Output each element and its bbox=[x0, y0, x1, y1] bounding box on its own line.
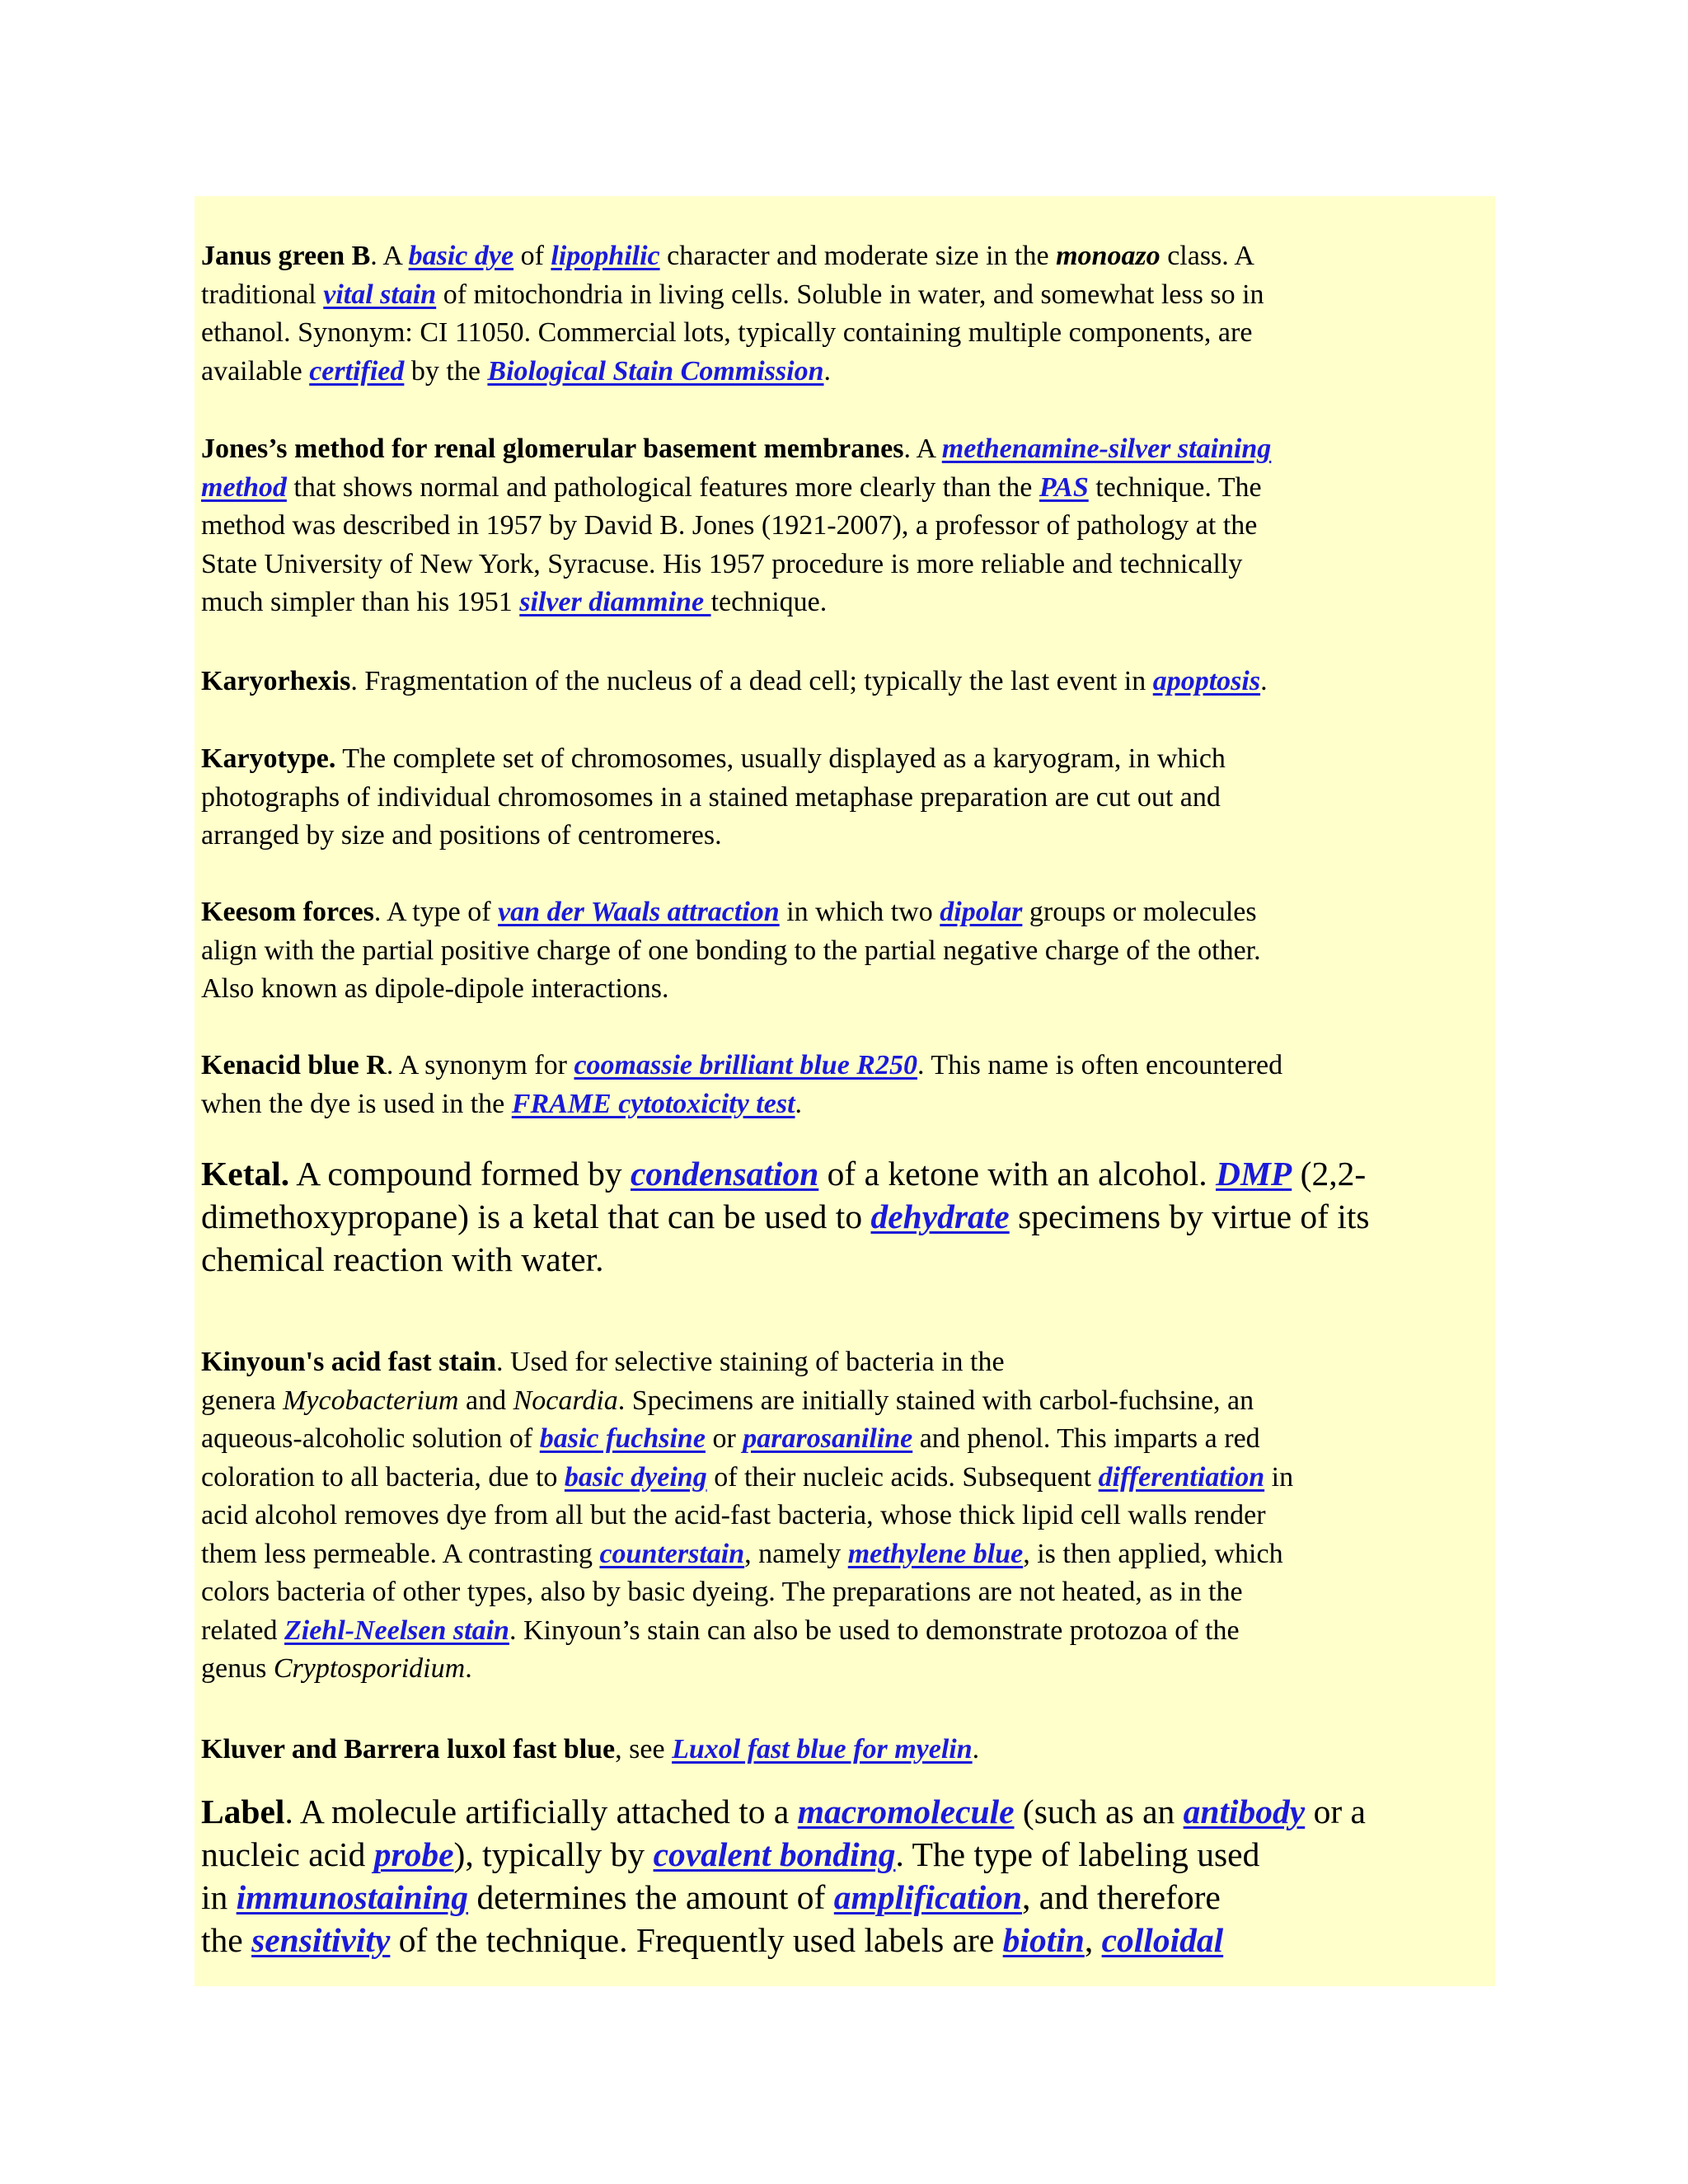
entry-line: State University of New York, Syracuse. His 1957 procedure is more reliable and technically bbox=[201, 548, 1243, 579]
entry-line bbox=[201, 430, 1487, 469]
entry-text: aqueous-alcoholic solution of bbox=[201, 1423, 540, 1454]
link-covalent-bonding[interactable]: covalent bonding bbox=[653, 1835, 896, 1873]
entry-line: ethanol. Synonym: CI 11050. Commercial lots, typically containing multiple components, are bbox=[201, 317, 1253, 348]
entry-text: A compound formed by bbox=[289, 1155, 631, 1193]
entry-text: . bbox=[972, 1734, 980, 1765]
entry-term: Ketal. bbox=[201, 1155, 290, 1193]
entry-line bbox=[201, 1195, 1487, 1238]
entry-text: . Kinyoun’s stain can also be used to demonstrate protozoa of the bbox=[509, 1615, 1240, 1646]
entry-text: . bbox=[823, 355, 832, 387]
link-differentiation[interactable]: differentiation bbox=[1098, 1461, 1265, 1493]
entry-kinyoun-acid-fast-stain bbox=[201, 1343, 1487, 1689]
entry-line: acid alcohol removes dye from all but the acid-fast bacteria, whose thick lipid cell walls render bbox=[201, 1500, 1266, 1530]
entry-text: the bbox=[201, 1921, 252, 1959]
link-method[interactable]: method bbox=[201, 471, 287, 503]
link-apoptosis[interactable]: apoptosis bbox=[1152, 666, 1261, 696]
entry-ketal bbox=[201, 1152, 1487, 1281]
entry-line bbox=[201, 237, 1487, 276]
entry-text: . bbox=[1260, 666, 1268, 696]
entry-line: align with the partial positive charge of one bonding to the partial negative charge of the other. bbox=[201, 935, 1261, 966]
entry-line bbox=[201, 1343, 1487, 1382]
link-methenamine-silver-staining[interactable]: methenamine-silver staining bbox=[941, 434, 1272, 464]
entry-text: determines the amount of bbox=[468, 1878, 834, 1916]
entry-line bbox=[201, 1459, 1487, 1497]
entry-text: coloration to all bacteria, due to bbox=[201, 1461, 565, 1493]
entry-kluver-barrera bbox=[201, 1731, 1487, 1769]
entry-line bbox=[201, 663, 1487, 701]
entry-line: chemical reaction with water. bbox=[201, 1240, 604, 1278]
entry-text: , bbox=[1084, 1921, 1102, 1959]
link-biological-stain-commission[interactable]: Biological Stain Commission bbox=[487, 355, 824, 387]
link-luxol-fast-blue[interactable]: Luxol fast blue for myelin bbox=[672, 1734, 973, 1765]
entry-text: dimethoxypropane) is a ketal that can be used to bbox=[201, 1197, 871, 1235]
glossary-page bbox=[195, 196, 1495, 1986]
link-macromolecule[interactable]: macromolecule bbox=[797, 1793, 1015, 1830]
link-van-der-waals-attraction[interactable]: van der Waals attraction bbox=[498, 897, 780, 927]
entry-line: photographs of individual chromosomes in a stained metaphase preparation are cut out and bbox=[201, 781, 1221, 813]
entry-janus-green-b bbox=[201, 237, 1487, 391]
entry-line bbox=[201, 1152, 1487, 1195]
entry-jones-method bbox=[201, 430, 1487, 622]
entry-text: in bbox=[1264, 1461, 1294, 1493]
entry-text: . A type of bbox=[373, 897, 499, 927]
entry-text: groups or molecules bbox=[1022, 897, 1257, 927]
entry-line bbox=[201, 1650, 1487, 1689]
entry-text: in which two bbox=[779, 897, 940, 927]
entry-text: in bbox=[201, 1878, 237, 1916]
entry-text: . bbox=[465, 1653, 472, 1684]
entry-karyotype bbox=[201, 740, 1487, 855]
entry-text: traditional bbox=[201, 279, 324, 310]
entry-text: or bbox=[705, 1423, 743, 1454]
link-lipophilic[interactable]: lipophilic bbox=[551, 241, 660, 271]
entry-label bbox=[201, 1790, 1487, 1961]
link-amplification[interactable]: amplification bbox=[833, 1878, 1023, 1916]
entry-text: , and therefore bbox=[1022, 1878, 1221, 1916]
entry-term: Label bbox=[201, 1793, 285, 1830]
entry-line bbox=[201, 1731, 1487, 1769]
entry-line: colors bacteria of other types, also by basic dyeing. The preparations are not heated, as in the bbox=[201, 1577, 1243, 1607]
entry-line bbox=[201, 1535, 1487, 1574]
genus-name: Cryptosporidium bbox=[273, 1653, 466, 1684]
entry-term: Kluver and Barrera luxol fast blue bbox=[201, 1734, 616, 1765]
entry-text: nucleic acid bbox=[201, 1835, 374, 1873]
entry-text: that shows normal and pathological features more clearly than the bbox=[286, 471, 1039, 503]
entry-text: . Used for selective staining of bacteria in the bbox=[496, 1347, 1005, 1377]
entry-line bbox=[201, 1790, 1487, 1833]
entry-text: genus bbox=[201, 1653, 274, 1684]
entry-line bbox=[201, 1382, 1487, 1421]
entry-karyorhexis bbox=[201, 663, 1487, 701]
entry-text: and bbox=[458, 1385, 513, 1416]
entry-line bbox=[201, 740, 1487, 779]
entry-term: Kinyoun's acid fast stain bbox=[201, 1347, 497, 1377]
entry-text: class. A bbox=[1160, 241, 1254, 271]
entry-text: . A bbox=[903, 434, 942, 464]
emphasis-monoazo: monoazo bbox=[1056, 241, 1160, 271]
entry-text: The complete set of chromosomes, usually displayed as a karyogram, in which bbox=[335, 743, 1226, 774]
entry-text: . A molecule artificially attached to a bbox=[284, 1793, 798, 1830]
entry-text: . A synonym for bbox=[386, 1050, 574, 1080]
entry-text: ), typically by bbox=[453, 1835, 654, 1873]
genus-name: Mycobacterium bbox=[283, 1385, 459, 1416]
genus-name: Nocardia bbox=[513, 1385, 618, 1416]
entry-term: Kenacid blue R bbox=[201, 1050, 387, 1080]
link-basic-dyeing[interactable]: basic dyeing bbox=[564, 1461, 707, 1493]
entry-line bbox=[201, 469, 1487, 508]
link-dipolar[interactable]: dipolar bbox=[940, 897, 1023, 927]
entry-text: . This name is often encountered bbox=[917, 1050, 1283, 1080]
entry-line bbox=[201, 276, 1487, 315]
link-counterstain[interactable]: counterstain bbox=[599, 1538, 745, 1569]
link-silver-diammine[interactable]: silver diammine bbox=[519, 587, 711, 617]
entry-text: (such as an bbox=[1014, 1793, 1184, 1830]
entry-text: . A bbox=[370, 241, 409, 271]
link-coomassie-brilliant-blue[interactable]: coomassie brilliant blue R250 bbox=[574, 1050, 917, 1080]
link-basic-fuchsine[interactable]: basic fuchsine bbox=[539, 1423, 706, 1454]
entry-term: Janus green B bbox=[201, 241, 371, 271]
entry-line bbox=[201, 1047, 1487, 1085]
link-colloidal[interactable]: colloidal bbox=[1101, 1921, 1224, 1959]
entry-text: of mitochondria in living cells. Soluble in water, and somewhat less so in bbox=[436, 279, 1264, 310]
entry-line: method was described in 1957 by David B. Jones (1921-2007), a professor of pathology at the bbox=[201, 510, 1258, 541]
entry-line bbox=[201, 1085, 1487, 1124]
entry-text: of the technique. Frequently used labels are bbox=[390, 1921, 1003, 1959]
entry-text: and phenol. This imparts a red bbox=[912, 1423, 1260, 1454]
entry-text: available bbox=[201, 355, 310, 387]
entry-line bbox=[201, 1612, 1487, 1651]
entry-line bbox=[201, 583, 1487, 622]
entry-line bbox=[201, 1919, 1487, 1961]
entry-text: . Fragmentation of the nucleus of a dead cell; typically the last event in bbox=[350, 666, 1153, 696]
entry-text: them less permeable. A contrasting bbox=[201, 1538, 600, 1569]
link-ziehl-neelsen-stain[interactable]: Ziehl-Neelsen stain bbox=[284, 1615, 509, 1646]
link-basic-dye[interactable]: basic dye bbox=[408, 241, 514, 271]
entry-text: technique. The bbox=[1088, 471, 1262, 503]
link-sensitivity[interactable]: sensitivity bbox=[251, 1921, 391, 1959]
entry-line bbox=[201, 893, 1487, 932]
link-certified[interactable]: certified bbox=[309, 355, 405, 387]
entry-term: Keesom forces bbox=[201, 897, 374, 927]
entry-kenacid-blue-r bbox=[201, 1047, 1487, 1123]
entry-text: related bbox=[201, 1615, 284, 1646]
entry-text: when the dye is used in the bbox=[201, 1088, 512, 1119]
link-dehydrate[interactable]: dehydrate bbox=[870, 1197, 1010, 1235]
entry-line bbox=[201, 1833, 1487, 1876]
entry-text: by the bbox=[404, 355, 488, 387]
link-immunostaining[interactable]: immunostaining bbox=[236, 1878, 469, 1916]
link-probe[interactable]: probe bbox=[373, 1835, 454, 1873]
link-biotin[interactable]: biotin bbox=[1002, 1921, 1085, 1959]
entry-line bbox=[201, 1876, 1487, 1919]
entry-text: of bbox=[513, 241, 551, 271]
link-pararosaniline[interactable]: pararosaniline bbox=[743, 1423, 913, 1454]
entry-term: Karyorhexis bbox=[201, 666, 351, 696]
link-condensation[interactable]: condensation bbox=[631, 1155, 819, 1193]
entry-line bbox=[201, 353, 1487, 391]
entry-line: arranged by size and positions of centromeres. bbox=[201, 820, 722, 851]
link-frame-cytotoxicity-test[interactable]: FRAME cytotoxicity test bbox=[511, 1088, 795, 1119]
entry-term: Karyotype. bbox=[201, 743, 336, 774]
entry-text: technique. bbox=[710, 587, 828, 617]
entry-text: character and moderate size in the bbox=[659, 241, 1057, 271]
entry-text: or a bbox=[1305, 1793, 1366, 1830]
entry-text: . The type of labeling used bbox=[895, 1835, 1260, 1873]
entry-text: . bbox=[795, 1088, 803, 1119]
entry-text: of their nucleic acids. Subsequent bbox=[706, 1461, 1099, 1493]
link-antibody[interactable]: antibody bbox=[1183, 1793, 1306, 1830]
entry-text: . Specimens are initially stained with carbol-fuchsine, an bbox=[617, 1385, 1254, 1416]
entry-line: Also known as dipole-dipole interactions. bbox=[201, 973, 669, 1004]
link-methylene-blue[interactable]: methylene blue bbox=[847, 1538, 1024, 1569]
entry-text: , namely bbox=[744, 1538, 848, 1569]
entry-keesom-forces bbox=[201, 893, 1487, 1009]
entry-text: specimens by virtue of its bbox=[1009, 1197, 1370, 1235]
link-pas[interactable]: PAS bbox=[1039, 471, 1089, 503]
entry-text: much simpler than his 1951 bbox=[201, 587, 520, 617]
entry-line bbox=[201, 1420, 1487, 1459]
entry-term: Jones’s method for renal glomerular basement membranes bbox=[201, 434, 904, 464]
entry-text: , see bbox=[615, 1734, 673, 1765]
link-dmp[interactable]: DMP bbox=[1216, 1155, 1292, 1193]
link-vital-stain[interactable]: vital stain bbox=[323, 279, 437, 310]
entry-text: , is then applied, which bbox=[1023, 1538, 1283, 1569]
entry-text: (2,2- bbox=[1292, 1155, 1367, 1193]
entry-text: of a ketone with an alcohol. bbox=[818, 1155, 1217, 1193]
entry-text: genera bbox=[201, 1385, 284, 1416]
